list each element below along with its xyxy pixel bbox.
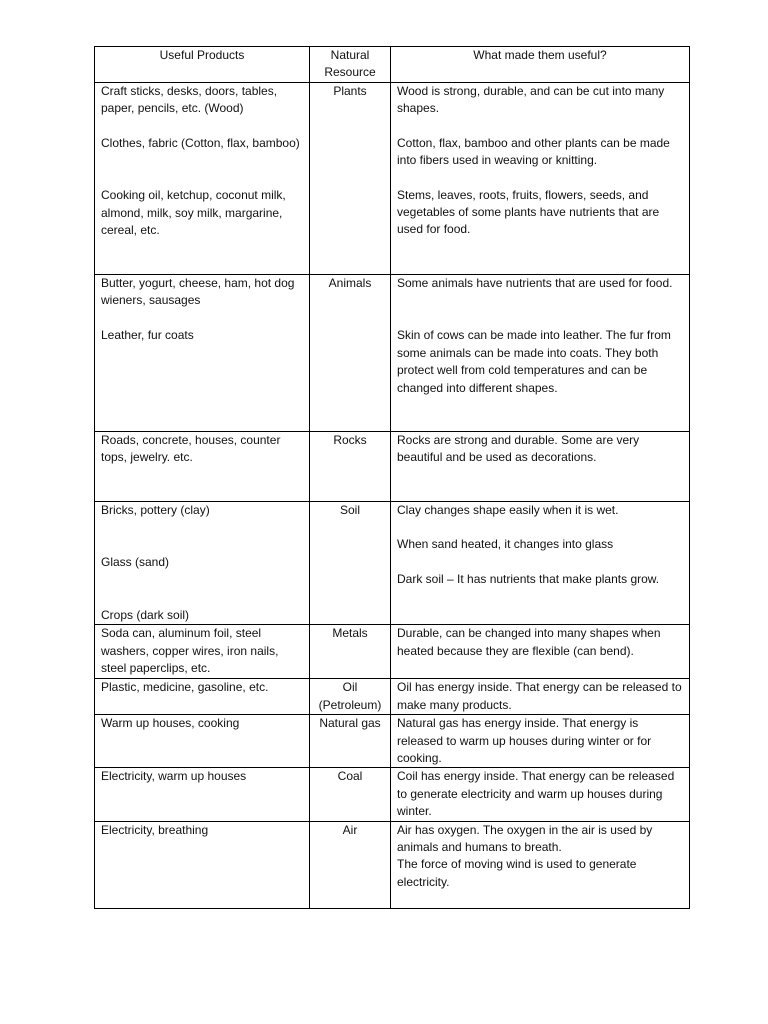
useful-item: Cotton, flax, bamboo and other plants can be made into fibers used in weaving or knitting. <box>397 135 670 168</box>
product-item: Warm up houses, cooking <box>101 716 240 731</box>
resource-name: Natural gas <box>319 716 381 731</box>
resource-name: Oil <box>342 680 358 695</box>
product-item: Clothes, fabric (Cotton, flax, bamboo) <box>101 135 300 150</box>
resource-cell <box>310 502 391 625</box>
product-item: Electricity, warm up houses <box>101 769 247 784</box>
useful-cell <box>391 83 690 275</box>
product-item: Leather, fur coats <box>101 327 194 342</box>
products-cell <box>95 768 310 821</box>
resource-cell <box>310 715 391 768</box>
useful-item: Oil has energy inside. That energy can be released to make many products. <box>397 680 682 712</box>
resource-name: Rocks <box>333 433 367 447</box>
useful-item: Some animals have nutrients that are used for food. <box>397 276 673 290</box>
resource-name: Soil <box>339 503 360 517</box>
useful-item: Natural gas has energy inside. That energy is released to warm up houses during winter or for cooking. <box>397 716 652 766</box>
useful-item: Air has oxygen. The oxygen in the air is used by animals and humans to breath. <box>397 822 653 855</box>
useful-item: The force of moving wind is used to generate electricity. <box>397 857 637 889</box>
useful-cell <box>391 275 690 432</box>
header-resource-line2: Resource <box>324 65 376 80</box>
product-item: Crops (dark soil) <box>101 607 190 622</box>
product-item: Butter, yogurt, cheese, ham, hot dog wieners, sausages <box>101 276 295 308</box>
table-row-animals <box>95 275 690 432</box>
useful-item: When sand heated, it changes into glass <box>397 537 614 552</box>
resource-cell <box>310 432 391 502</box>
product-item: Soda can, aluminum foil, steel washers, copper wires, iron nails, steel paperclips, etc. <box>101 626 279 676</box>
resource-name: Coal <box>337 769 363 784</box>
resource-name-line2: (Petroleum) <box>318 697 382 712</box>
useful-item: Coil has energy inside. That energy can be released to generate electricity and warm up houses during winter. <box>397 769 675 819</box>
products-cell <box>95 821 310 908</box>
table-row-oil <box>95 679 690 715</box>
useful-item: Rocks are strong and durable. Some are very beautiful and be used as decorations. <box>397 433 640 465</box>
table-row-rocks <box>95 432 690 502</box>
product-item: Roads, concrete, houses, counter tops, jewelry. etc. <box>101 433 281 465</box>
resource-cell <box>310 83 391 275</box>
table-row-metals <box>95 625 690 679</box>
useful-cell <box>391 625 690 679</box>
product-item: Bricks, pottery (clay) <box>101 503 210 517</box>
product-item: Craft sticks, desks, doors, tables, paper, pencils, etc. (Wood) <box>101 84 278 116</box>
products-cell <box>95 679 310 715</box>
useful-item: Durable, can be changed into many shapes when heated because they are flexible (can bend). <box>397 626 661 658</box>
product-item: Plastic, medicine, gasoline, etc. <box>101 680 269 695</box>
header-what-made-useful: What made them useful? <box>391 47 690 83</box>
header-useful-products: Useful Products <box>95 47 310 83</box>
useful-item: Wood is strong, durable, and can be cut into many shapes. <box>397 84 665 116</box>
natural-resources-table <box>94 46 690 909</box>
products-cell <box>95 625 310 679</box>
resource-cell <box>310 625 391 679</box>
header-natural-resource <box>310 47 391 83</box>
resource-cell <box>310 768 391 821</box>
useful-item: Dark soil – It has nutrients that make plants grow. <box>397 571 660 586</box>
table-row-air <box>95 821 690 908</box>
useful-cell <box>391 679 690 715</box>
useful-item: Skin of cows can be made into leather. The fur from some animals can be made into coats. They both protect well from cold temperatures and can be changed into different shapes. <box>397 328 671 395</box>
products-cell <box>95 502 310 625</box>
resource-name: Air <box>342 822 358 837</box>
useful-cell <box>391 432 690 502</box>
products-cell <box>95 83 310 275</box>
products-cell <box>95 715 310 768</box>
header-row <box>95 47 690 83</box>
resource-cell <box>310 821 391 908</box>
useful-item: Clay changes shape easily when it is wet. <box>397 503 619 517</box>
useful-cell <box>391 715 690 768</box>
table-row-natural-gas <box>95 715 690 768</box>
product-item: Glass (sand) <box>101 555 170 570</box>
resource-name: Metals <box>332 626 368 641</box>
resource-name: Plants <box>333 84 367 98</box>
resource-cell <box>310 275 391 432</box>
resource-name: Animals <box>328 276 372 290</box>
products-cell <box>95 275 310 432</box>
table-row-soil <box>95 502 690 625</box>
header-resource-line1: Natural <box>330 48 370 62</box>
product-item: Cooking oil, ketchup, coconut milk, almond, milk, soy milk, margarine, cereal, etc. <box>101 188 286 238</box>
useful-cell <box>391 502 690 625</box>
table-row-coal <box>95 768 690 821</box>
table-row-plants <box>95 83 690 275</box>
useful-item: Stems, leaves, roots, fruits, flowers, seeds, and vegetables of some plants have nutrients that are used for food. <box>397 187 660 237</box>
product-item: Electricity, breathing <box>101 822 209 837</box>
useful-cell <box>391 821 690 908</box>
products-cell <box>95 432 310 502</box>
resource-cell <box>310 679 391 715</box>
useful-cell <box>391 768 690 821</box>
